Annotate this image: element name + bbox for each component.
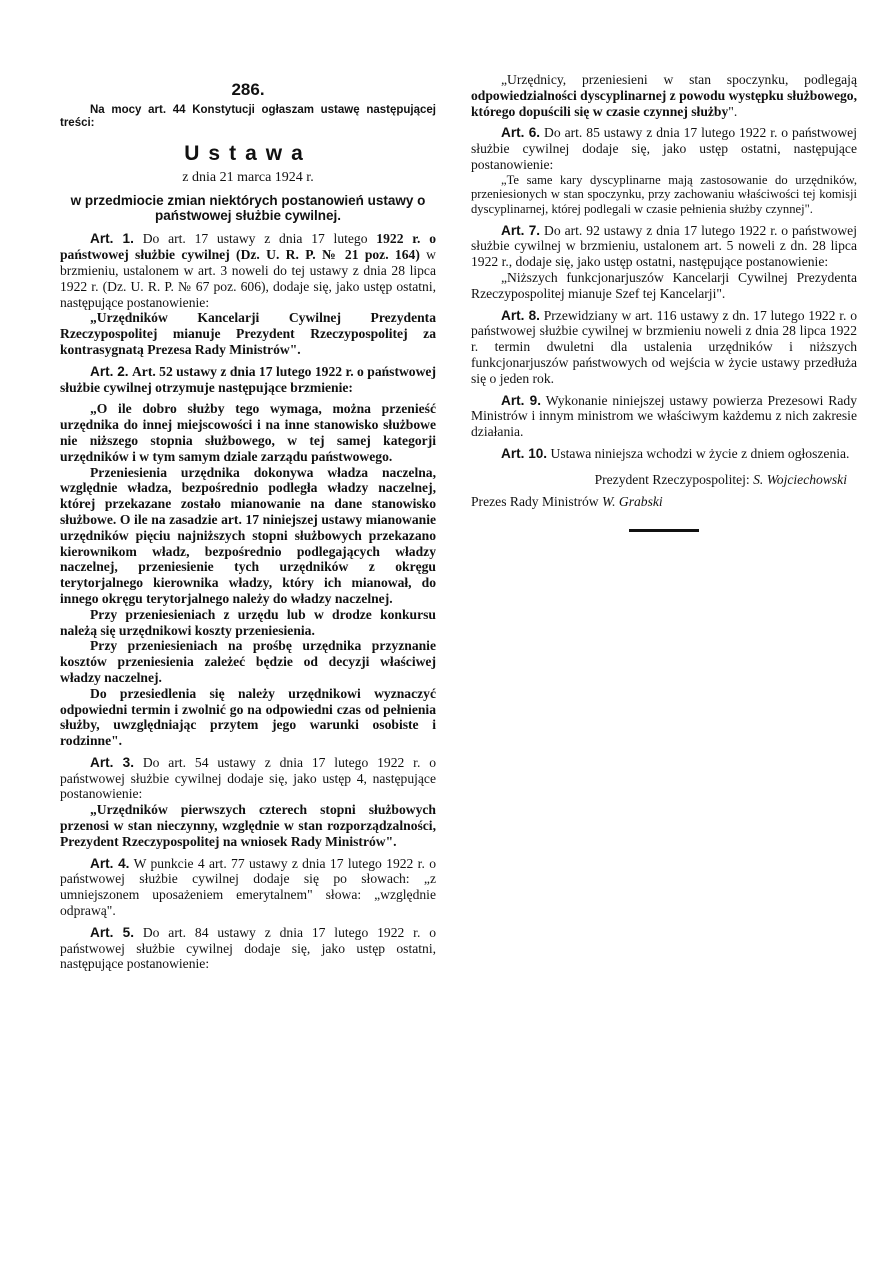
article-9-text: Wykonanie niniejszej ustawy powierza Prezesowi Rady Ministrów i innym ministrom we właściwym każdemu z nich zakresie działania.	[471, 392, 857, 440]
article-10-label: Art. 10.	[501, 445, 548, 461]
closing-rule	[629, 529, 699, 532]
document-title: Ustawa	[184, 141, 312, 165]
article-3-text: Do art. 54 ustawy z dnia 17 lutego 1922 r. o państwowej służbie cywilnej dodaje się, jako ustęp 4, następujące postanowienie:	[60, 754, 436, 802]
president-role: Prezydent Rzeczypospolitej:	[594, 471, 754, 487]
article-2-paragraph-3: Przy przeniesieniach z urzędu lub w drodze konkursu należą się urzędnikowi koszty przeniesienia.	[60, 606, 436, 638]
article-1	[60, 231, 436, 310]
article-7-quote: „Niższych funkcjonarjuszów Kancelarji Cywilnej Prezydenta Rzeczypospolitej mianuje Szef tej Kancelarji".	[471, 269, 857, 301]
article-10	[471, 446, 857, 462]
preamble: Na mocy art. 44 Konstytucji ogłaszam ustawę następującej treści:	[60, 103, 436, 129]
article-1-text-c: w brzmieniu, ustalonem w art. 3 noweli do tej ustawy z dnia 28 lipca 1922 r. (Dz. U. R. P. № 67 poz. 606), dodaje się, jako ustęp ostatni, następujące postanowienie:	[60, 247, 436, 310]
prime-minister-signature	[471, 494, 857, 510]
article-7-label: Art. 7.	[501, 222, 541, 238]
article-5-label: Art. 5.	[90, 924, 134, 940]
article-2-paragraph-4: Przy przeniesieniach na prośbę urzędnika przyznanie kosztów przeniesienia zależeć będzie od decyzji właściwej władzy naczelnej.	[60, 638, 436, 685]
article-5	[60, 925, 436, 972]
article-2-label: Art. 2.	[90, 363, 129, 379]
article-8-text: Przewidziany w art. 116 ustawy z dn. 17 lutego 1922 r. o państwowej służbie cywilnej w brzmieniu noweli z dnia 28 lipca 1922 r. termin dwuletni dla ustalenia urzędników i niższych funkcjonarjuszów państwowych od wejścia w życie ustawy przedłuża się o jeden rok.	[471, 307, 858, 386]
prime-minister-role: Prezes Rady Ministrów	[471, 493, 603, 509]
document-date: z dnia 21 marca 1924 r.	[182, 169, 314, 185]
article-4-label: Art. 4.	[90, 855, 130, 871]
article-6-label: Art. 6.	[501, 125, 541, 141]
article-5-quote-a: „Urzędnicy, przeniesieni w stan spoczynku, podlegają	[501, 72, 857, 87]
article-7-text: Do art. 92 ustawy z dnia 17 lutego 1922 r. o państwowej służbie cywilnej w brzmieniu, ustalonem art. 5 noweli z dn. 28 lipca 1922 r., dodaje się, jako ustęp ostatni, następujące postanowienie:	[471, 222, 857, 270]
article-5-quote	[471, 72, 857, 119]
article-1-text-a: Do art. 17 ustawy z dnia 17 lutego	[142, 231, 377, 247]
article-2-paragraph-1: „O ile dobro służby tego wymaga, można przenieść urzędnika do innej miejscowości i na inne stanowisko służbowe nie niższego stopnia służbowego, w tej samej kategorji urzędników i w tym samym dziale zarządu państwowego.	[60, 401, 436, 464]
article-2	[60, 364, 436, 396]
article-5-quote-c: ".	[728, 103, 738, 119]
document-subject: w przedmiocie zmian niektórych postanowień ustawy o państwowej służbie cywilnej.	[70, 193, 426, 224]
article-8	[471, 308, 857, 387]
president-signature	[471, 472, 847, 488]
article-5-quote-b: odpowiedzialności dyscyplinarnej z powodu występku służbowego, którego dopuścili się w czasie czynnej służby	[471, 87, 857, 119]
prime-minister-name: W. Grabski	[602, 493, 663, 509]
article-2-text: Art. 52 ustawy z dnia 17 lutego 1922 r. o państwowej służbie cywilnej otrzymuje następujące brzmienie:	[60, 363, 436, 395]
article-10-text: Ustawa niniejsza wchodzi w życie z dniem ogłoszenia.	[550, 445, 850, 461]
article-8-label: Art. 8.	[501, 307, 540, 323]
article-3-quote: „Urzędników pierwszych czterech stopni służbowych przenosi w stan nieczynny, względnie w stan rozporządzalności, Prezydent Rzeczypospolitej na wniosek Rady Ministrów".	[60, 802, 436, 849]
article-1-quote: „Urzędników Kancelarji Cywilnej Prezydenta Rzeczypospolitej mianuje Prezydent Rzeczypospolitej za kontrasygnatą Prezesa Rady Ministrów".	[60, 310, 436, 357]
article-2-paragraph-2: Przeniesienia urzędnika dokonywa władza naczelna, względnie władza, bezpośrednio podległa władzy naczelnej, której przekazane zostało mianowanie na dane stanowisko służbowe. O ile na zasadzie art. 17 niniejszej ustawy mianowanie urzędników pięciu najniższych stopni służbowych przekazano kierownikom władz, bezpośrednio podlegających władzy naczelnej, przeniesienie tych urzędników z okręgu terytorjalnego kierownika władzy, który ich mianował, do innego okręgu terytorjalnego należy do władzy naczelnej.	[60, 464, 436, 606]
article-1-label: Art. 1.	[90, 231, 134, 247]
article-6-quote: „Te same kary dyscyplinarne mają zastosowanie do urzędników, przeniesionych w stan spoczynku, przy zachowaniu właściwości tej komisji dyscyplinarnej, której podlegali w czasie pełnienia służby czynnej".	[471, 172, 857, 216]
article-2-paragraph-5: Do przesiedlenia się należy urzędnikowi wyznaczyć odpowiedni termin i zwolnić go na odpowiedni czas od pełnienia służby, uwzględniając przytem jego warunki osobiste i rodzinne".	[60, 685, 436, 749]
article-7	[471, 223, 857, 270]
article-6-text: Do art. 85 ustawy z dnia 17 lutego 1922 r. o państwowej służbie cywilnej dodaje się, jako ustęp ostatni, następujące postanowienie:	[471, 125, 857, 172]
article-3	[60, 755, 436, 802]
left-column	[60, 72, 436, 972]
article-6	[471, 125, 857, 172]
right-column	[471, 72, 857, 532]
article-4-text: W punkcie 4 art. 77 ustawy z dnia 17 lutego 1922 r. o państwowej służbie cywilnej dodaje się po słowach: „z umniejszonem uposażeniem emerytalnem" słowa: „względnie odprawą".	[60, 855, 436, 919]
article-3-label: Art. 3.	[90, 754, 134, 770]
article-5-text: Do art. 84 ustawy z dnia 17 lutego 1922 r. o państwowej służbie cywilnej dodaje się, jako ustęp ostatni, następujące postanowienie:	[60, 924, 436, 972]
article-9	[471, 393, 857, 440]
article-1-text-b: 1922 r. o państwowej służbie cywilnej (Dz. U. R. P. № 21 poz. 164)	[60, 231, 437, 263]
document-number: 286.	[231, 80, 265, 99]
article-9-label: Art. 9.	[501, 392, 542, 408]
article-4	[60, 856, 436, 919]
president-name: S. Wojciechowski	[753, 471, 847, 487]
